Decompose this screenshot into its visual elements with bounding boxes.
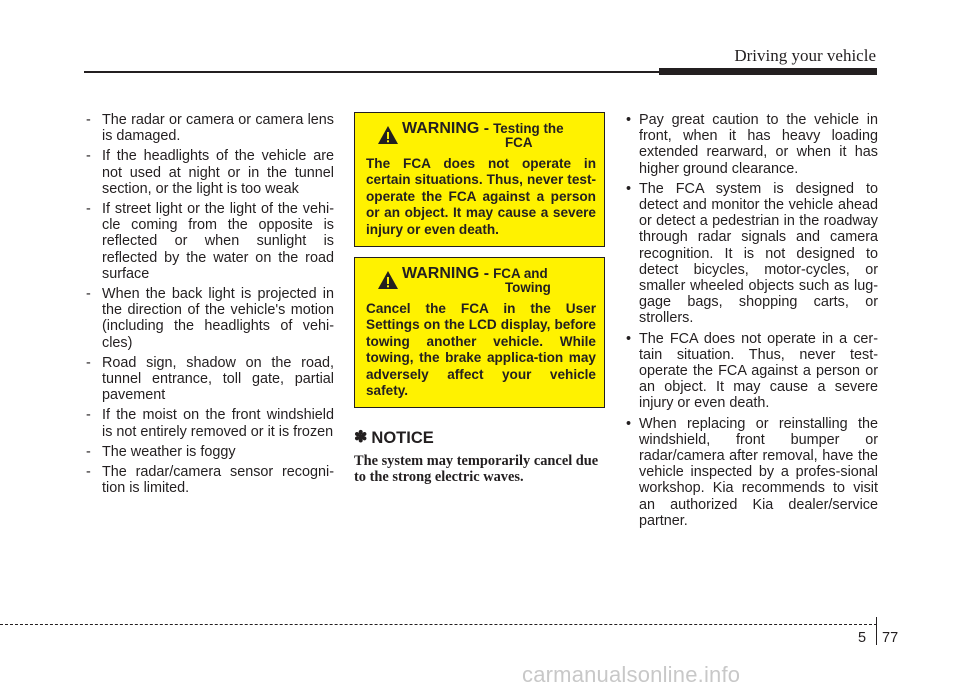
- list-item: - The weather is foggy: [86, 443, 236, 460]
- list-item: • Pay great caution to the vehicle in front, when it has heavy loading extended rearward, or when it has higher ground clearance.: [626, 112, 878, 177]
- list-item: • The FCA does not operate in a cer-tain situation. Thus, never test-operate the FCA against a person or an object. It may cause a severe injury or even death.: [626, 330, 878, 412]
- footer-rule: [0, 624, 877, 625]
- warning-heading: [366, 266, 596, 300]
- warning-box-fca-towing: [354, 257, 605, 408]
- page-number-divider: [876, 617, 877, 645]
- list-item: - If street light or the light of the vehi-cle coming from the opposite is reflected or when sunlight is reflected by the water on the road surface: [86, 201, 334, 282]
- caution-list: [624, 112, 878, 529]
- list-item: • When replacing or reinstalling the windshield, front bumper or radar/camera after removal, have the vehicle inspected by a profes-sional workshop. Kia recommends to visit an authorized Kia dealer/service partner.: [626, 415, 878, 529]
- notice-text: The system may temporarily cancel due to the strong electric waves.: [354, 452, 599, 486]
- warning-subject-continued: Towing: [505, 280, 551, 296]
- list-item: - The radar or camera or camera lens is damaged.: [86, 112, 334, 145]
- warning-subject: Testing the: [493, 121, 564, 136]
- notice-heading: [354, 430, 605, 446]
- list-item: - When the back light is projected in the direction of the vehicle's motion (including the headlights of vehi-cles): [86, 286, 334, 351]
- warning-subject: FCA and: [493, 266, 548, 282]
- list-item: • The FCA system is designed to detect and monitor the vehicle ahead or detect a pedestrian in the roadway through radar signals and camera recognition. It is not designed to detect bicycles, motor-cycles, or smaller wheeled objects such as lug- gage bags, shopping carts, or strollers.: [626, 180, 878, 327]
- list-item: - Road sign, shadow on the road, tunnel entrance, toll gate, partial pavement: [86, 354, 334, 404]
- warning-triangle-icon: [377, 125, 399, 145]
- warning-box-testing-fca: [354, 112, 605, 247]
- warning-heading: [366, 121, 596, 155]
- middle-column: [354, 112, 605, 485]
- warning-text: Cancel the FCA in the User Settings on the LCD display, before towing another vehicle. While towing, the brake applica-tion may adversely affect your vehicle safety.: [366, 301, 596, 399]
- list-item: - If the moist on the front windshield is not entirely removed or it is frozen: [86, 407, 334, 440]
- warning-label: WARNING -: [402, 120, 490, 137]
- list-item: - If the headlights of the vehicle are not used at night or in the tunnel section, or the light is too weak: [86, 148, 334, 197]
- warning-label: WARNING -: [402, 265, 490, 283]
- watermark: carmanualsonline.info: [522, 662, 741, 687]
- header-rule-bar: [659, 68, 877, 75]
- warning-subject-continued: FCA: [505, 135, 533, 151]
- notice-star-icon: ✽: [354, 429, 368, 447]
- page-header-title: Driving your vehicle: [734, 46, 876, 65]
- header-rule: [84, 71, 659, 73]
- warning-text: The FCA does not operate in certain situations. Thus, never test-operate the FCA against a person or an object. It may cause a severe injury or even death.: [366, 156, 596, 237]
- condition-list: [84, 112, 334, 496]
- page-number: 77: [882, 630, 899, 646]
- warning-triangle-icon: [377, 270, 399, 290]
- notice-title: NOTICE: [371, 429, 434, 448]
- list-item: - The radar/camera sensor recogni-tion is limited.: [86, 464, 334, 497]
- left-column: [84, 112, 334, 500]
- chapter-number: 5: [858, 630, 867, 646]
- right-column: [624, 112, 878, 533]
